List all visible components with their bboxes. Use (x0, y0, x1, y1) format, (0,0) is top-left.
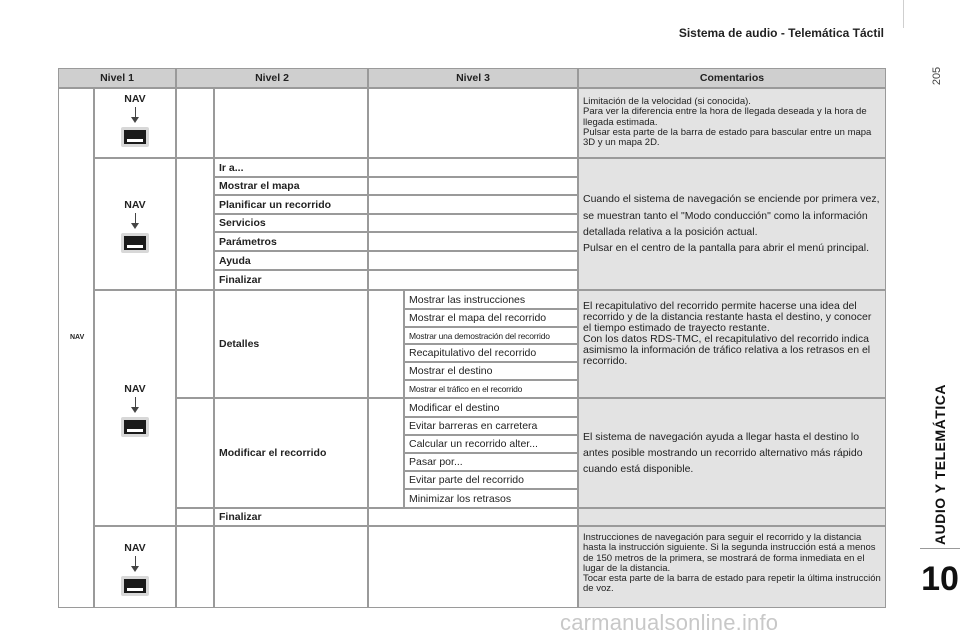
group2-l3-row (368, 158, 578, 177)
modificar-item: Minimizar los retrasos (404, 489, 578, 508)
chapter-number: 10 (921, 560, 959, 598)
detalles-item: Mostrar el tráfico en el recorrido (404, 380, 578, 398)
detalles-item: Recapitulativo del recorrido (404, 344, 578, 362)
down-arrow-icon (135, 107, 136, 121)
group1-nav-cell (94, 88, 176, 158)
group3-l3-row (368, 508, 578, 526)
group4-level3 (368, 526, 578, 608)
down-arrow-icon (135, 556, 136, 570)
group4-level2 (214, 526, 368, 608)
nav-label: NAV (124, 383, 146, 395)
menu-item-servicios: Servicios (214, 214, 368, 232)
header-nivel-3: Nivel 3 (368, 68, 578, 88)
modificar-item: Calcular un recorrido alter... (404, 435, 578, 453)
page-header-title: Sistema de audio - Telemática Táctil (678, 26, 884, 40)
navigation-menu-table (58, 68, 886, 608)
nav-button-icon (121, 417, 149, 437)
header-nivel-2: Nivel 2 (176, 68, 368, 88)
detalles-item: Mostrar el mapa del recorrido (404, 309, 578, 327)
group1-level2 (214, 88, 368, 158)
menu-item-parametros: Parámetros (214, 232, 368, 251)
group2-comment: Cuando el sistema de navegación se enciende por primera vez, se muestran tanto el "Modo conducción" como la información detallada relativa a la posición actual. Pulsar en el centro de la pantalla para abrir el menú principal. (578, 158, 886, 290)
nav-button-icon (121, 576, 149, 596)
modificar-item: Modificar el destino (404, 398, 578, 417)
group4-nav-cell (94, 526, 176, 608)
modificar-item: Evitar parte del recorrido (404, 471, 578, 489)
detalles-comment: El recapitulativo del recorrido permite hacerse una idea del recorrido y de la distancia restante hasta el destino, y conocer el tiempo estimado de trayecto restante. Con los datos RDS-TMC, el recapitulativo del recorrido indica asimismo la información de tráfico relativa a los retrasos en el recorrido. (578, 290, 886, 398)
menu-item-ayuda: Ayuda (214, 251, 368, 270)
menu-item-planificar: Planificar un recorrido (214, 195, 368, 214)
nav-label: NAV (124, 199, 146, 211)
detalles-item: Mostrar las instrucciones (404, 290, 578, 309)
modificar-item: Evitar barreras en carretera (404, 417, 578, 435)
group2-l3-row (368, 270, 578, 290)
down-arrow-icon (135, 213, 136, 227)
down-arrow-icon (135, 397, 136, 411)
menu-item-finalizar: Finalizar (214, 270, 368, 290)
group3-nav-cell (94, 290, 176, 526)
nav-label: NAV (124, 93, 146, 105)
group3-comment-empty (578, 508, 886, 526)
chapter-divider (920, 548, 960, 549)
group4-comment: Instrucciones de navegación para seguir el recorrido y la distancia hasta la instrucción siguiente. Si la segunda instrucción está a menos de 150 metros de la primera, se mostrará de forma inmediata en el lugar de la distancia. Tocar esta parte de la barra de estado para repetir la última instrucción de voz. (578, 526, 886, 608)
group2-spacer (176, 158, 214, 290)
group3-spacer (176, 398, 214, 508)
nav-button-icon (121, 127, 149, 147)
level2-modificar-recorrido: Modificar el recorrido (214, 398, 368, 508)
group2-l3-row (368, 195, 578, 214)
detalles-item: Mostrar una demostración del recorrido (404, 327, 578, 344)
level1-nav-label: NAV (70, 334, 85, 341)
group3-l3-spacer (368, 398, 404, 508)
section-side-title: AUDIO Y TELEMÁTICA (932, 384, 948, 545)
group3-spacer (176, 290, 214, 398)
watermark: carmanualsonline.info (560, 610, 779, 635)
page-number: 205 (931, 66, 944, 86)
group3-spacer (176, 508, 214, 526)
group1-comment: Limitación de la velocidad (si conocida). Para ver la diferencia entre la hora de llegada deseada y la hora de llegada estimada. Pulsar esta parte de la barra de estado para bascular entre un mapa 3D y un mapa 2D. (578, 88, 886, 158)
group3-l3-spacer (368, 290, 404, 398)
level2-detalles: Detalles (214, 290, 368, 398)
level1-cell (58, 88, 94, 608)
group4-spacer (176, 526, 214, 608)
group2-l3-row (368, 177, 578, 195)
group1-spacer (176, 88, 214, 158)
group1-level3 (368, 88, 578, 158)
header-comentarios: Comentarios (578, 68, 886, 88)
group2-l3-row (368, 232, 578, 251)
modificar-item: Pasar por... (404, 453, 578, 471)
menu-item-ir-a: Ir a... (214, 158, 368, 177)
nav-label: NAV (124, 542, 146, 554)
group2-nav-cell (94, 158, 176, 290)
menu-item-mostrar-mapa: Mostrar el mapa (214, 177, 368, 195)
modificar-comment: El sistema de navegación ayuda a llegar hasta el destino lo antes posible mostrando un recorrido alternativo más rápido cuando está disponible. (578, 398, 886, 508)
detalles-item: Mostrar el destino (404, 362, 578, 380)
header-nivel-1: Nivel 1 (58, 68, 176, 88)
header-divider (903, 0, 904, 28)
nav-button-icon (121, 233, 149, 253)
group2-l3-row (368, 251, 578, 270)
group2-l3-row (368, 214, 578, 232)
level2-finalizar: Finalizar (214, 508, 368, 526)
